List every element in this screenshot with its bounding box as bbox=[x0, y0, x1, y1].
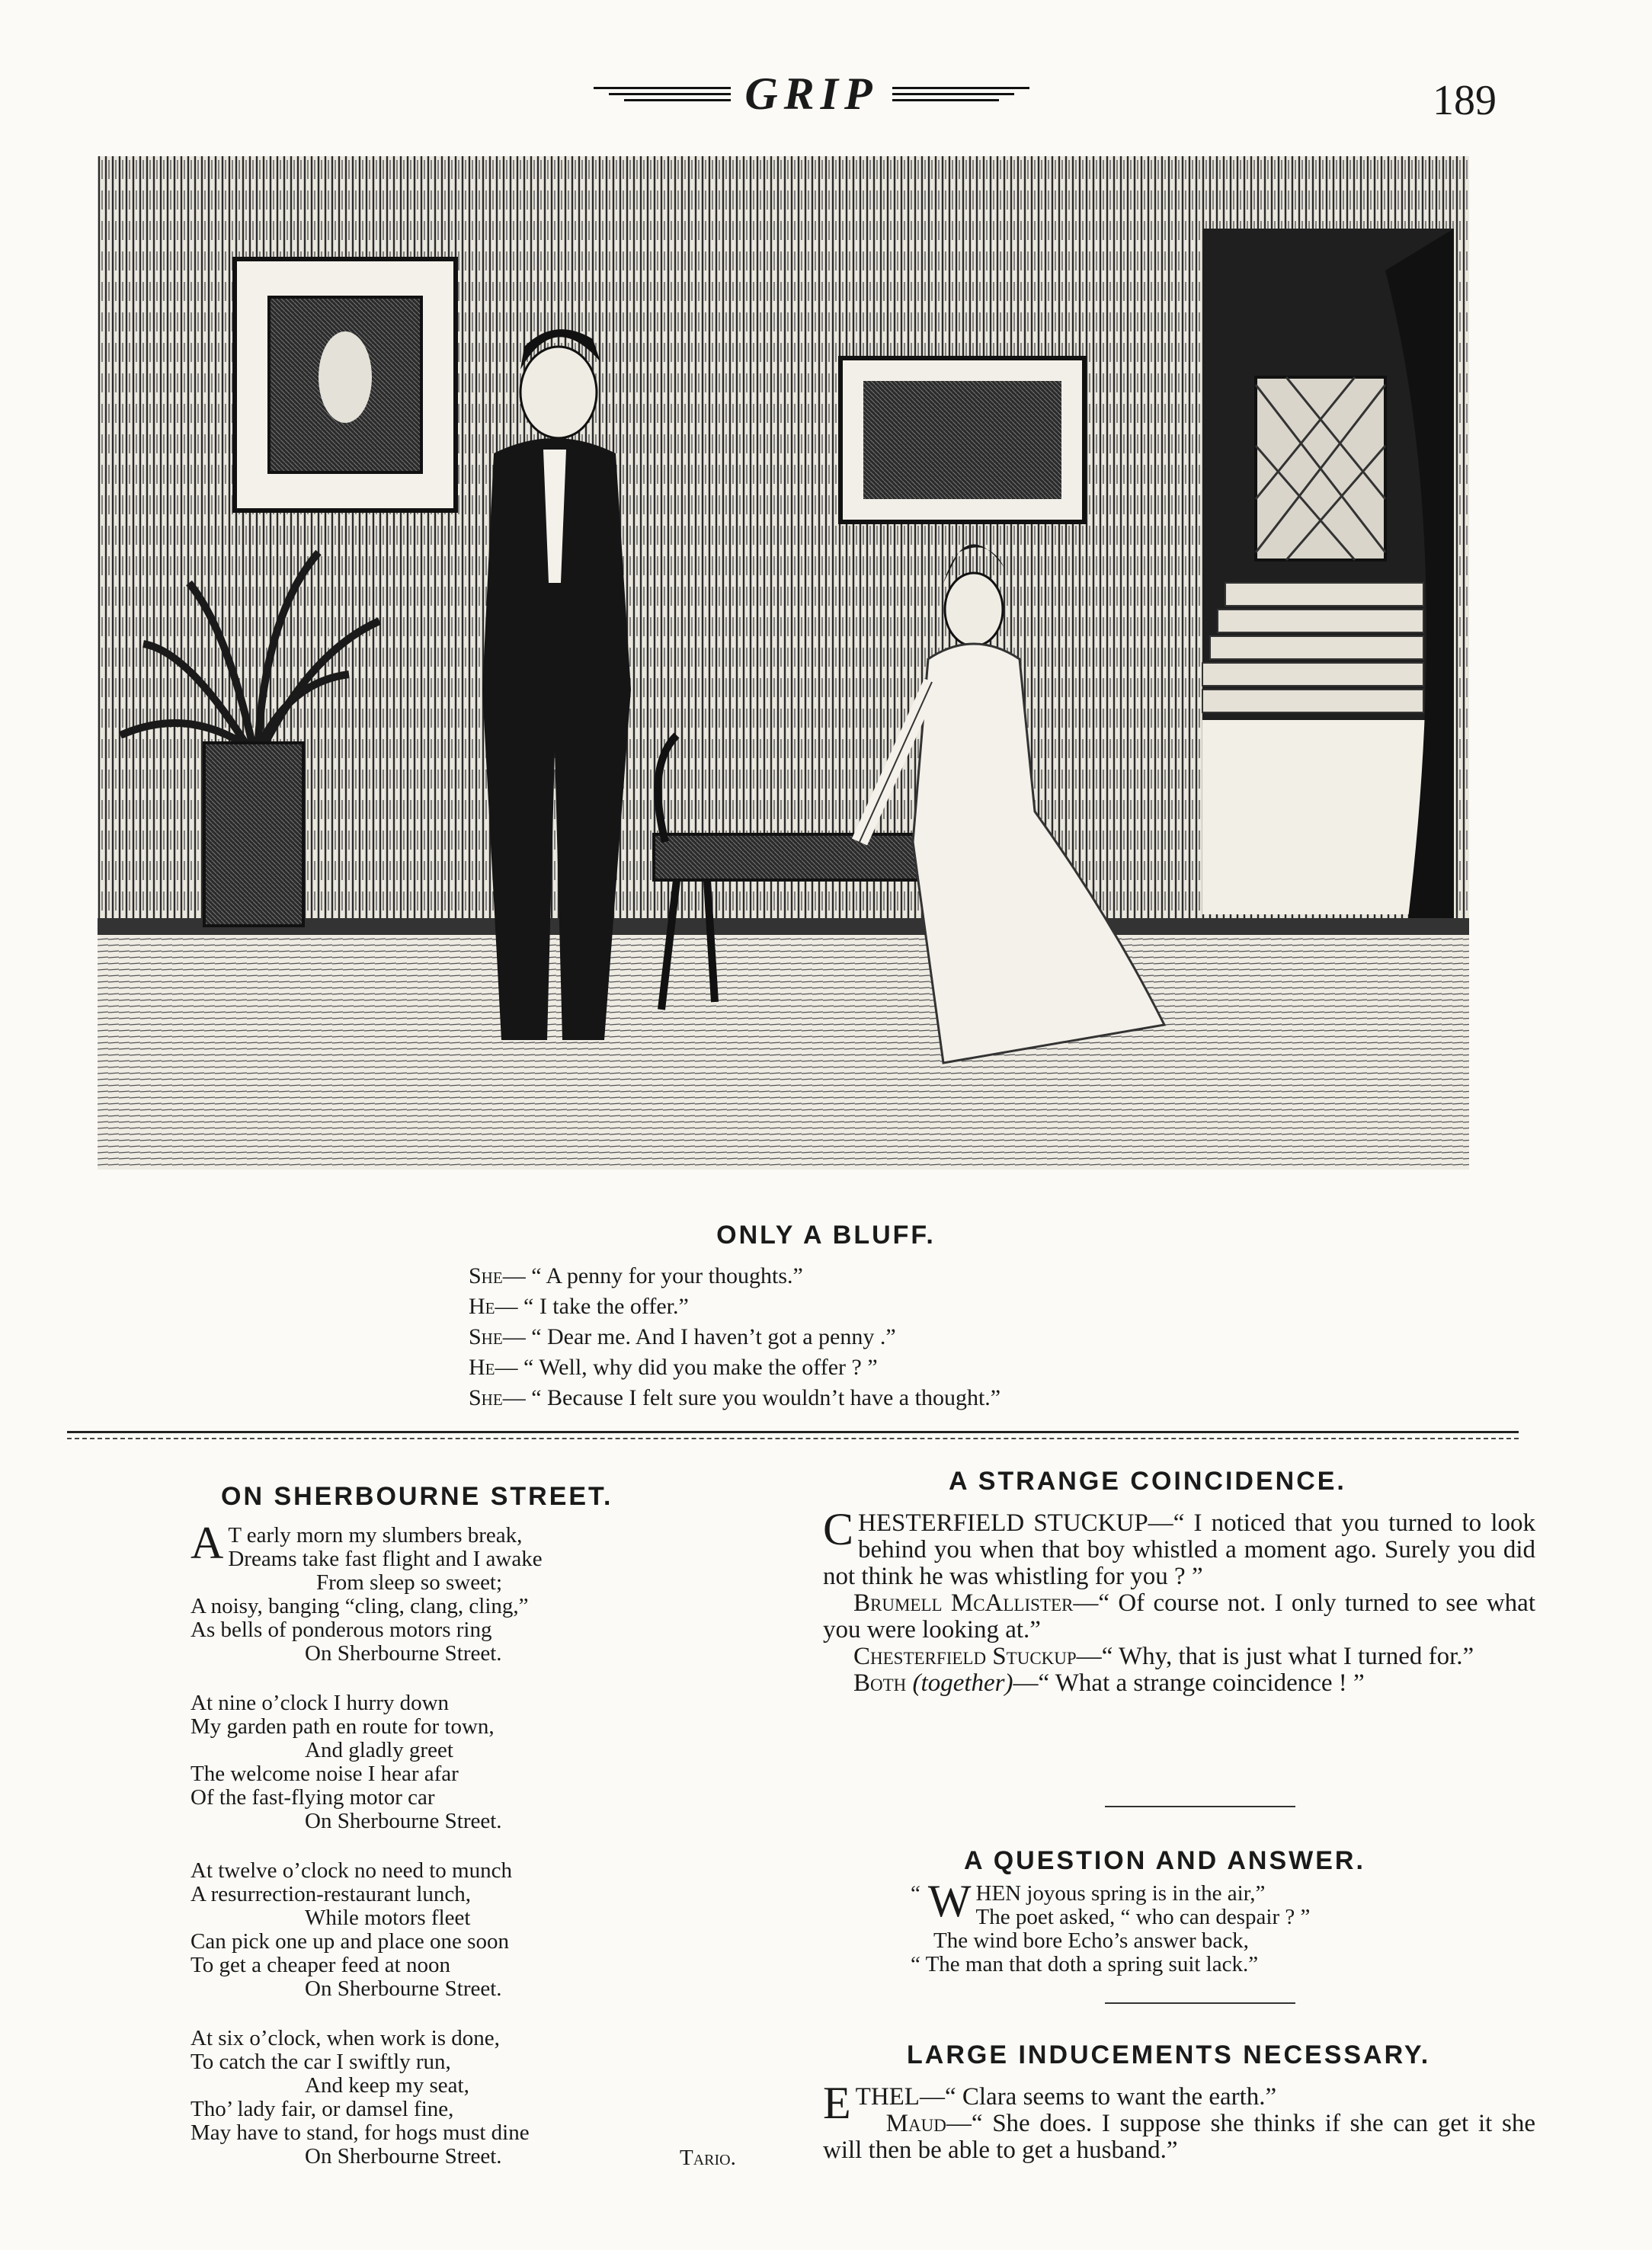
paragraph-text: “ She does. I suppose she thinks if she can get it she will then be able to get a husband.” bbox=[823, 2110, 1535, 2164]
poem-title: ON SHERBOURNE STREET. bbox=[221, 1482, 613, 1511]
coincidence-paragraph bbox=[823, 1643, 1535, 1670]
masthead-rule-left bbox=[594, 87, 731, 101]
inducements-paragraph bbox=[823, 2111, 1535, 2164]
dialogue-line: He— “ I take the offer.” bbox=[469, 1294, 689, 1319]
dialogue-text: “ I take the offer.” bbox=[523, 1294, 689, 1319]
poem-line: To get a cheaper feed at noon bbox=[190, 1953, 450, 1977]
poem-author: Tario. bbox=[680, 2146, 736, 2170]
short-divider bbox=[1105, 1806, 1295, 1807]
poem-stanza bbox=[190, 1692, 770, 1833]
dialogue-line: She— “ A penny for your thoughts.” bbox=[469, 1263, 803, 1288]
dialogue-line: He— “ Well, why did you make the offer ? ” bbox=[469, 1355, 878, 1380]
masthead-rule-right bbox=[892, 87, 1029, 101]
cartoon-illustration bbox=[98, 156, 1469, 1170]
poem-line: A resurrection-restaurant lunch, bbox=[190, 1882, 471, 1906]
opening-quote: “ bbox=[911, 1881, 920, 1906]
paragraph-text: —“ What a strange coincidence ! ” bbox=[1013, 1669, 1365, 1697]
speaker: THEL— bbox=[855, 2083, 945, 2111]
poem-line: And keep my seat, bbox=[305, 2073, 469, 2098]
poem-line: Tho’ lady fair, or damsel fine, bbox=[190, 2097, 454, 2121]
poem-line: From sleep so sweet; bbox=[316, 1570, 503, 1595]
poem-line: May have to stand, for hogs must dine bbox=[190, 2120, 530, 2145]
stage-direction: (together) bbox=[912, 1669, 1013, 1697]
qa-verse bbox=[911, 1876, 1444, 1976]
dialogue-text: “ Well, why did you make the offer ? ” bbox=[523, 1355, 878, 1380]
paragraph-text: “ Of course not. I only turned to see what you were looking at.” bbox=[823, 1589, 1535, 1643]
speaker: Chesterfield Stuckup— bbox=[853, 1643, 1102, 1670]
paragraph-text: “ Clara seems to want the earth.” bbox=[944, 2083, 1277, 2111]
floor bbox=[98, 933, 1469, 1170]
poem-line: A noisy, banging “cling, clang, cling,” bbox=[190, 1594, 529, 1618]
speaker: He bbox=[469, 1355, 495, 1380]
poem-stanza bbox=[190, 1518, 770, 1666]
poem-line: To catch the car I swiftly run, bbox=[190, 2050, 451, 2074]
poem-line: And gladly greet bbox=[305, 1738, 453, 1762]
speaker: She bbox=[469, 1263, 503, 1288]
paragraph-text: “ I noticed that you turned to look behind you when that boy whistled a moment ago. Surely you did not think he was whistling for you ? ” bbox=[823, 1509, 1535, 1590]
magazine-title: GRIP bbox=[744, 68, 879, 119]
short-divider bbox=[1105, 2002, 1295, 2004]
section-divider-dashed bbox=[67, 1438, 1519, 1439]
qa-title: A QUESTION AND ANSWER. bbox=[964, 1846, 1365, 1875]
poem-line: T early morn my slumbers break, bbox=[228, 1523, 523, 1547]
drop-cap: C bbox=[823, 1504, 854, 1554]
poem-line: At nine o’clock I hurry down bbox=[190, 1691, 450, 1715]
drop-cap: W bbox=[927, 1876, 972, 1926]
coincidence-paragraph bbox=[823, 1504, 1535, 1590]
coincidence-title: A STRANGE COINCIDENCE. bbox=[949, 1467, 1346, 1496]
coincidence-paragraph bbox=[823, 1590, 1535, 1643]
poem-line: The wind bore Echo’s answer back, bbox=[933, 1928, 1249, 1953]
poem-line: On Sherbourne Street. bbox=[305, 2144, 502, 2168]
masthead bbox=[564, 67, 1059, 120]
doorway-stairs bbox=[1202, 229, 1454, 918]
dialogue-text: “ Dear me. And I haven’t got a penny .” bbox=[531, 1324, 896, 1349]
poem-line: At six o’clock, when work is done, bbox=[190, 2026, 500, 2050]
inducements-body bbox=[823, 2078, 1535, 2164]
drop-cap: A bbox=[190, 1518, 224, 1568]
dialogue-line: She— “ Because I felt sure you wouldn’t have a thought.” bbox=[469, 1385, 1001, 1410]
cartoon-caption-title: ONLY A BLUFF. bbox=[716, 1221, 936, 1250]
inducements-title: LARGE INDUCEMENTS NECESSARY. bbox=[907, 2040, 1431, 2069]
poem-line: Can pick one up and place one soon bbox=[190, 1929, 509, 1954]
poem-line: The welcome noise I hear afar bbox=[190, 1762, 459, 1786]
poem-stanza bbox=[190, 1859, 770, 2001]
poem-body bbox=[190, 1518, 770, 2168]
poem-line: At twelve o’clock no need to munch bbox=[190, 1858, 512, 1883]
dialogue-line: She— “ Dear me. And I haven’t got a penny .” bbox=[469, 1324, 896, 1349]
poem-line: While motors fleet bbox=[305, 1906, 471, 1930]
section-divider bbox=[67, 1431, 1519, 1433]
drop-cap: E bbox=[823, 2078, 851, 2128]
speaker: Maud— bbox=[885, 2110, 972, 2137]
poem-line: On Sherbourne Street. bbox=[305, 1641, 502, 1666]
poem-line: On Sherbourne Street. bbox=[305, 1976, 502, 2001]
coincidence-body bbox=[823, 1504, 1535, 1697]
cartoon-dialogue bbox=[469, 1261, 1000, 1413]
framed-portrait bbox=[235, 259, 456, 510]
speaker: She bbox=[469, 1324, 503, 1349]
poem-line: Dreams take fast flight and I awake bbox=[228, 1547, 543, 1571]
poem-line: HEN joyous spring is in the air,” bbox=[975, 1881, 1266, 1906]
speaker: Both bbox=[853, 1669, 907, 1697]
poem-line: On Sherbourne Street. bbox=[305, 1809, 502, 1833]
speaker: He bbox=[469, 1294, 495, 1319]
page-number: 189 bbox=[1433, 77, 1497, 124]
speaker: HESTERFIELD STUCKUP— bbox=[858, 1509, 1173, 1537]
dialogue-text: “ Because I felt sure you wouldn’t have a thought.” bbox=[531, 1385, 1001, 1410]
speaker: Brumell McAllister— bbox=[853, 1589, 1099, 1617]
poem-line: “ The man that doth a spring suit lack.” bbox=[911, 1952, 1259, 1976]
poem-line: My garden path en route for town, bbox=[190, 1714, 495, 1739]
paragraph-text: “ Why, that is just what I turned for.” bbox=[1101, 1643, 1474, 1670]
coincidence-paragraph bbox=[823, 1670, 1535, 1697]
poem-line: Of the fast-flying motor car bbox=[190, 1785, 435, 1810]
dialogue-text: “ A penny for your thoughts.” bbox=[531, 1263, 803, 1288]
speaker: She bbox=[469, 1385, 503, 1410]
poem-line: The poet asked, “ who can despair ? ” bbox=[975, 1905, 1311, 1929]
poem-line: As bells of ponderous motors ring bbox=[190, 1618, 492, 1642]
qa-verse-body bbox=[911, 1876, 1444, 1976]
framed-landscape bbox=[840, 358, 1084, 522]
